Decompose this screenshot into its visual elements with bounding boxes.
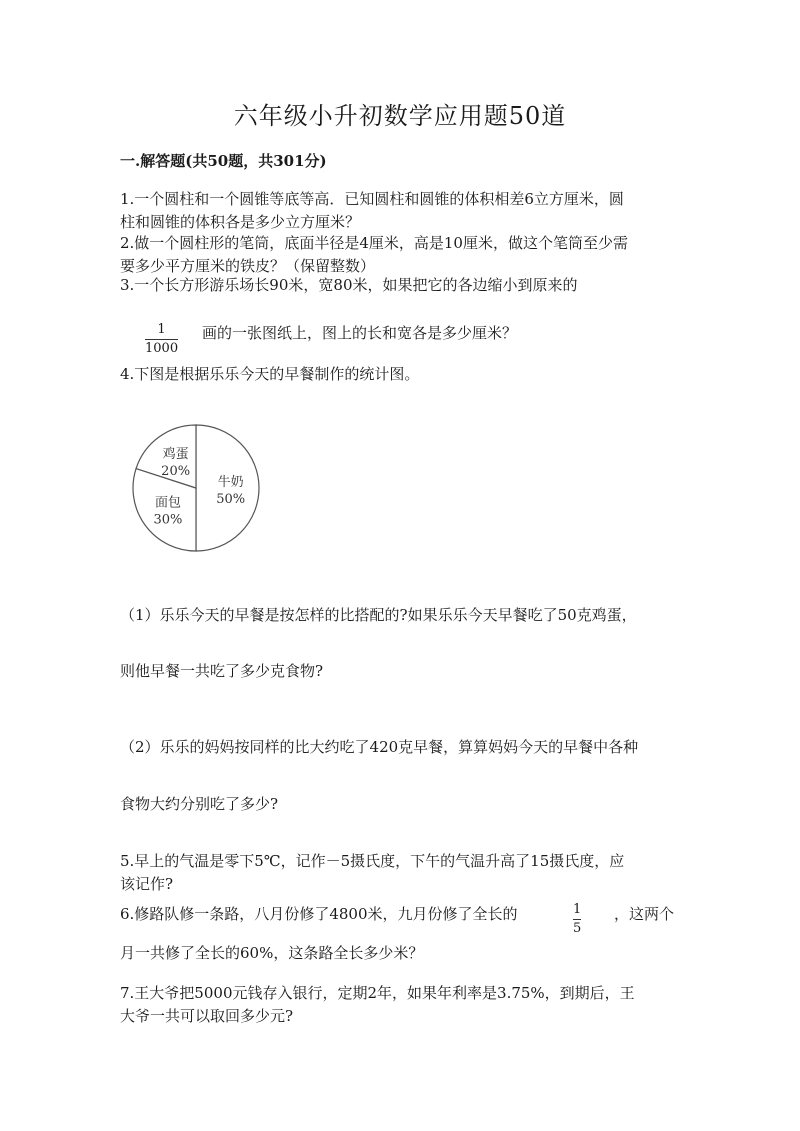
question-3 xyxy=(120,274,680,297)
q1-line-1: 1.一个圆柱和一个圆锥等底等高．已知圆柱和圆锥的体积相差6立方厘米，圆 xyxy=(120,190,624,208)
q3-line-2: 画的一张图纸上，图上的长和宽各是多少厘米？ xyxy=(202,324,518,342)
pie-percent-milk: 50% xyxy=(216,492,246,507)
q7-line-1: 7.王大爷把5000元钱存入银行，定期2年，如果年利率是3.75%，到期后，王 xyxy=(120,984,635,1002)
pie-label-bread: 面包 xyxy=(154,495,181,511)
pie-percent-egg: 20% xyxy=(161,463,191,479)
question-2 xyxy=(120,232,680,278)
q4-sub2-line-2: 食物大约分别吃了多少? xyxy=(120,795,279,813)
q3-line-1: 3.一个长方形游乐场长90米，宽80米，如果把它的各边缩小到原来的 xyxy=(120,276,578,294)
q3-fraction-numerator: 1 xyxy=(157,322,166,337)
pie-label-milk: 牛奶 xyxy=(217,475,244,490)
q2-line-1: 2.做一个圆柱形的笔筒，底面半径是4厘米，高是10厘米，做这个笔筒至少需 xyxy=(120,234,628,252)
q5-line-2: 该记作? xyxy=(120,875,174,893)
q6-fraction-numerator: 1 xyxy=(573,902,582,917)
q5-line-1: 5.早上的气温是零下5℃，记作－5摄氏度，下午的气温升高了15摄氏度，应 xyxy=(120,852,625,870)
q6-fraction-denominator: 5 xyxy=(573,921,582,936)
q6-line-1-end: ，这两个 xyxy=(614,905,675,923)
question-7 xyxy=(120,982,680,1028)
page-title: 六年级小升初数学应用题50道 xyxy=(233,102,567,130)
q2-line-2: 要多少平方厘米的铁皮？（保留整数） xyxy=(120,257,376,275)
question-1 xyxy=(120,188,680,234)
q3-fraction xyxy=(145,318,178,356)
q3-fraction-denominator: 1000 xyxy=(145,341,179,356)
section-heading: 一.解答题(共50题，共301分) xyxy=(120,152,327,170)
q4-sub1-line-2: 则他早餐一共吃了多少克食物? xyxy=(120,662,324,680)
breakfast-pie-chart xyxy=(128,420,268,560)
q1-line-2: 柱和圆锥的体积各是多少立方厘米？ xyxy=(120,213,361,231)
q6-line-2: 月一共修了全长的60%，这条路全长多少米？ xyxy=(120,944,424,962)
q4-intro: 4.下图是根据乐乐今天的早餐制作的统计图。 xyxy=(120,365,420,383)
q4-sub1-line-1: （1）乐乐今天的早餐是按怎样的比搭配的?如果乐乐今天早餐吃了50克鸡蛋， xyxy=(120,606,637,624)
pie-label-egg: 鸡蛋 xyxy=(162,446,189,462)
q6-fraction xyxy=(573,898,581,936)
q4-sub2-line-1: （2）乐乐的妈妈按同样的比大约吃了420克早餐，算算妈妈今天的早餐中各种 xyxy=(120,738,639,756)
pie-percent-bread: 30% xyxy=(153,512,183,528)
question-5 xyxy=(120,850,680,896)
q6-line-1: 6.修路队修一条路，八月份修了4800米，九月份修了全长的 xyxy=(120,905,518,923)
q7-line-2: 大爷一共可以取回多少元? xyxy=(120,1007,294,1025)
